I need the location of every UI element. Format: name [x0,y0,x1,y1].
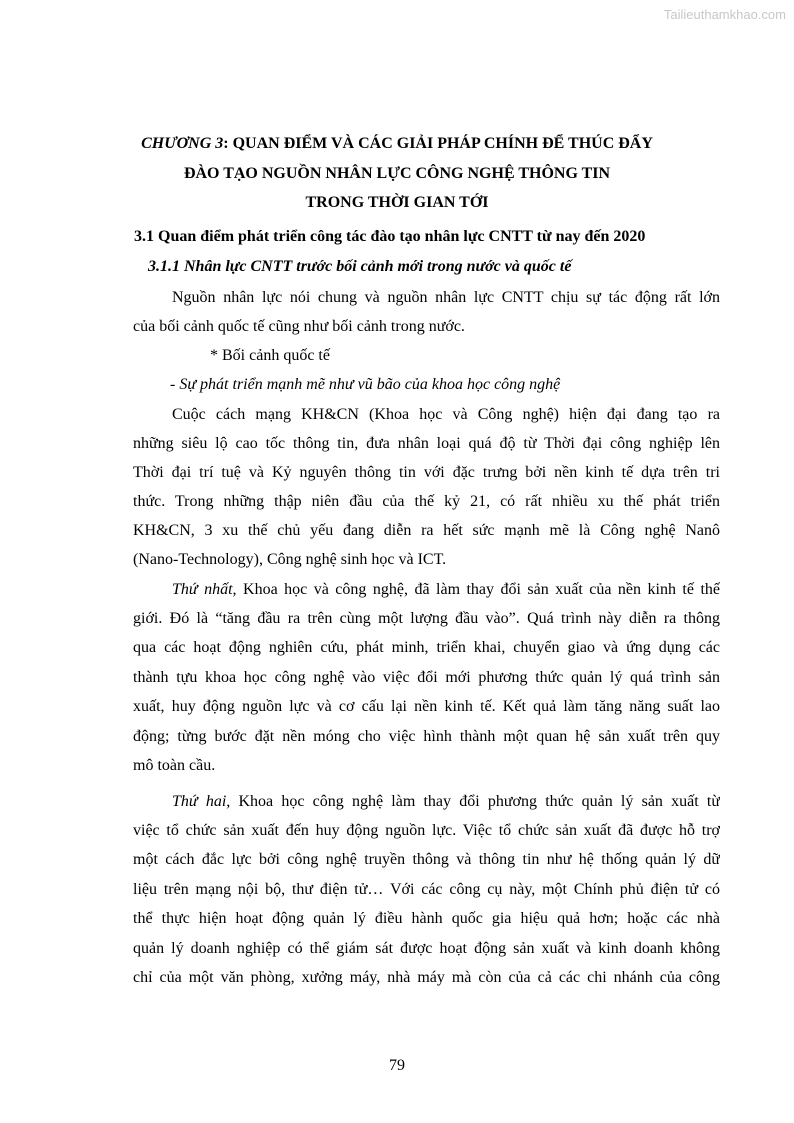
watermark: Tailieuthamkhao.com [663,7,786,22]
subsection-heading: 3.1.1 Nhân lực CNTT trước bối cảnh mới trong nước và quốc tế [148,258,572,275]
p3-line-6: động; từng bước đặt nền móng cho việc hình thành một quan hệ sản xuất trên quy [133,728,720,745]
p3-line-5: xuất, huy động nguồn lực và cơ cấu lại nền kinh tế. Kết quả làm tăng năng suất lao [133,698,720,715]
p2-line-1: Cuộc cách mạng KH&CN (Khoa học và Công nghệ) hiện đại đang tạo ra [172,406,720,423]
p4-line-3: một cách đắc lực bởi công nghệ truyền thông và thông tin như hệ thống quản lý dữ [133,851,720,868]
page-number: 79 [389,1057,405,1074]
p3-line-2: giới. Đó là “tăng đầu ra trên cùng một lượng đầu vào”. Quá trình này diễn ra thông [133,610,720,627]
p4-line-5: thể thực hiện hoạt động quản lý điều hành quốc gia hiệu quả hơn; hoặc các nhà [133,910,720,927]
p3-line-1 [172,580,720,600]
chapter-title-line-3: TRONG THỜI GIAN TỚI [305,194,489,211]
p2-line-2: những siêu lộ cao tốc thông tin, đưa nhân loại quá độ từ Thời đại công nghiệp lên [133,435,720,452]
p1-line-1: Nguồn nhân lực nói chung và nguồn nhân lực CNTT chịu sự tác động rất lớn [172,289,720,306]
p1-line-2: của bối cảnh quốc tế cũng như bối cảnh trong nước. [133,318,465,335]
p3-lead: Thứ nhất, [172,581,237,598]
p4-lead: Thứ hai, [172,793,231,810]
section-heading: 3.1 Quan điểm phát triển công tác đào tạo nhân lực CNTT từ nay đến 2020 [134,228,646,245]
p3-line-3: qua các hoạt động nghiên cứu, phát minh, triển khai, chuyển giao và ứng dụng các [133,639,720,656]
chapter-title-line-1 [0,134,794,154]
chapter-title-line-2: ĐÀO TẠO NGUỒN NHÂN LỰC CÔNG NGHỆ THÔNG TIN [183,165,611,182]
p2-line-5: KH&CN, 3 xu thế chủ yếu đang diễn ra hết sức mạnh mẽ là Công nghệ Nanô [133,522,720,539]
dash-item: - Sự phát triển mạnh mẽ như vũ bão của khoa học công nghệ [170,376,561,393]
p3-line-4: thành tựu khoa học công nghệ vào việc đổi mới phương thức quản lý quá trình sản [133,669,720,686]
p4-line-1-text: Khoa học công nghệ làm thay đổi phương thức quản lý sản xuất từ [230,793,720,810]
chapter-title-text: : QUAN ĐIỂM VÀ CÁC GIẢI PHÁP CHÍNH ĐỂ THÚC ĐẨY [223,135,653,152]
p2-line-4: thức. Trong những thập niên đầu của thế kỷ 21, có rất nhiều xu thế phát triển [133,493,720,510]
chapter-label: CHƯƠNG 3 [141,135,224,152]
p2-line-6: (Nano-Technology), Công nghệ sinh học và ICT. [133,551,447,568]
p3-line-7: mô toàn cầu. [133,757,216,774]
p4-line-4: liệu trên mạng nội bộ, thư điện tử… Với các công cụ này, một Chính phủ điện tử có [133,881,720,898]
p3-line-1-text: Khoa học và công nghệ, đã làm thay đổi sản xuất của nền kinh tế thế [236,581,720,598]
p4-line-2: việc tổ chức sản xuất đến huy động nguồn lực. Việc tổ chức sản xuất đã được hỗ trợ [133,822,720,839]
p4-line-1 [172,792,720,812]
p4-line-6: quản lý doanh nghiệp có thể giám sát được hoạt động sản xuất và kinh doanh không [133,940,720,957]
bullet-item: * Bối cảnh quốc tế [210,347,330,364]
p4-line-7: chỉ của một văn phòng, xưởng máy, nhà máy mà còn của cả các chi nhánh của công [133,969,720,986]
p2-line-3: Thời đại trí tuệ và Kỷ nguyên thông tin với đặc trưng bởi nền kinh tế dựa trên tri [133,464,720,481]
